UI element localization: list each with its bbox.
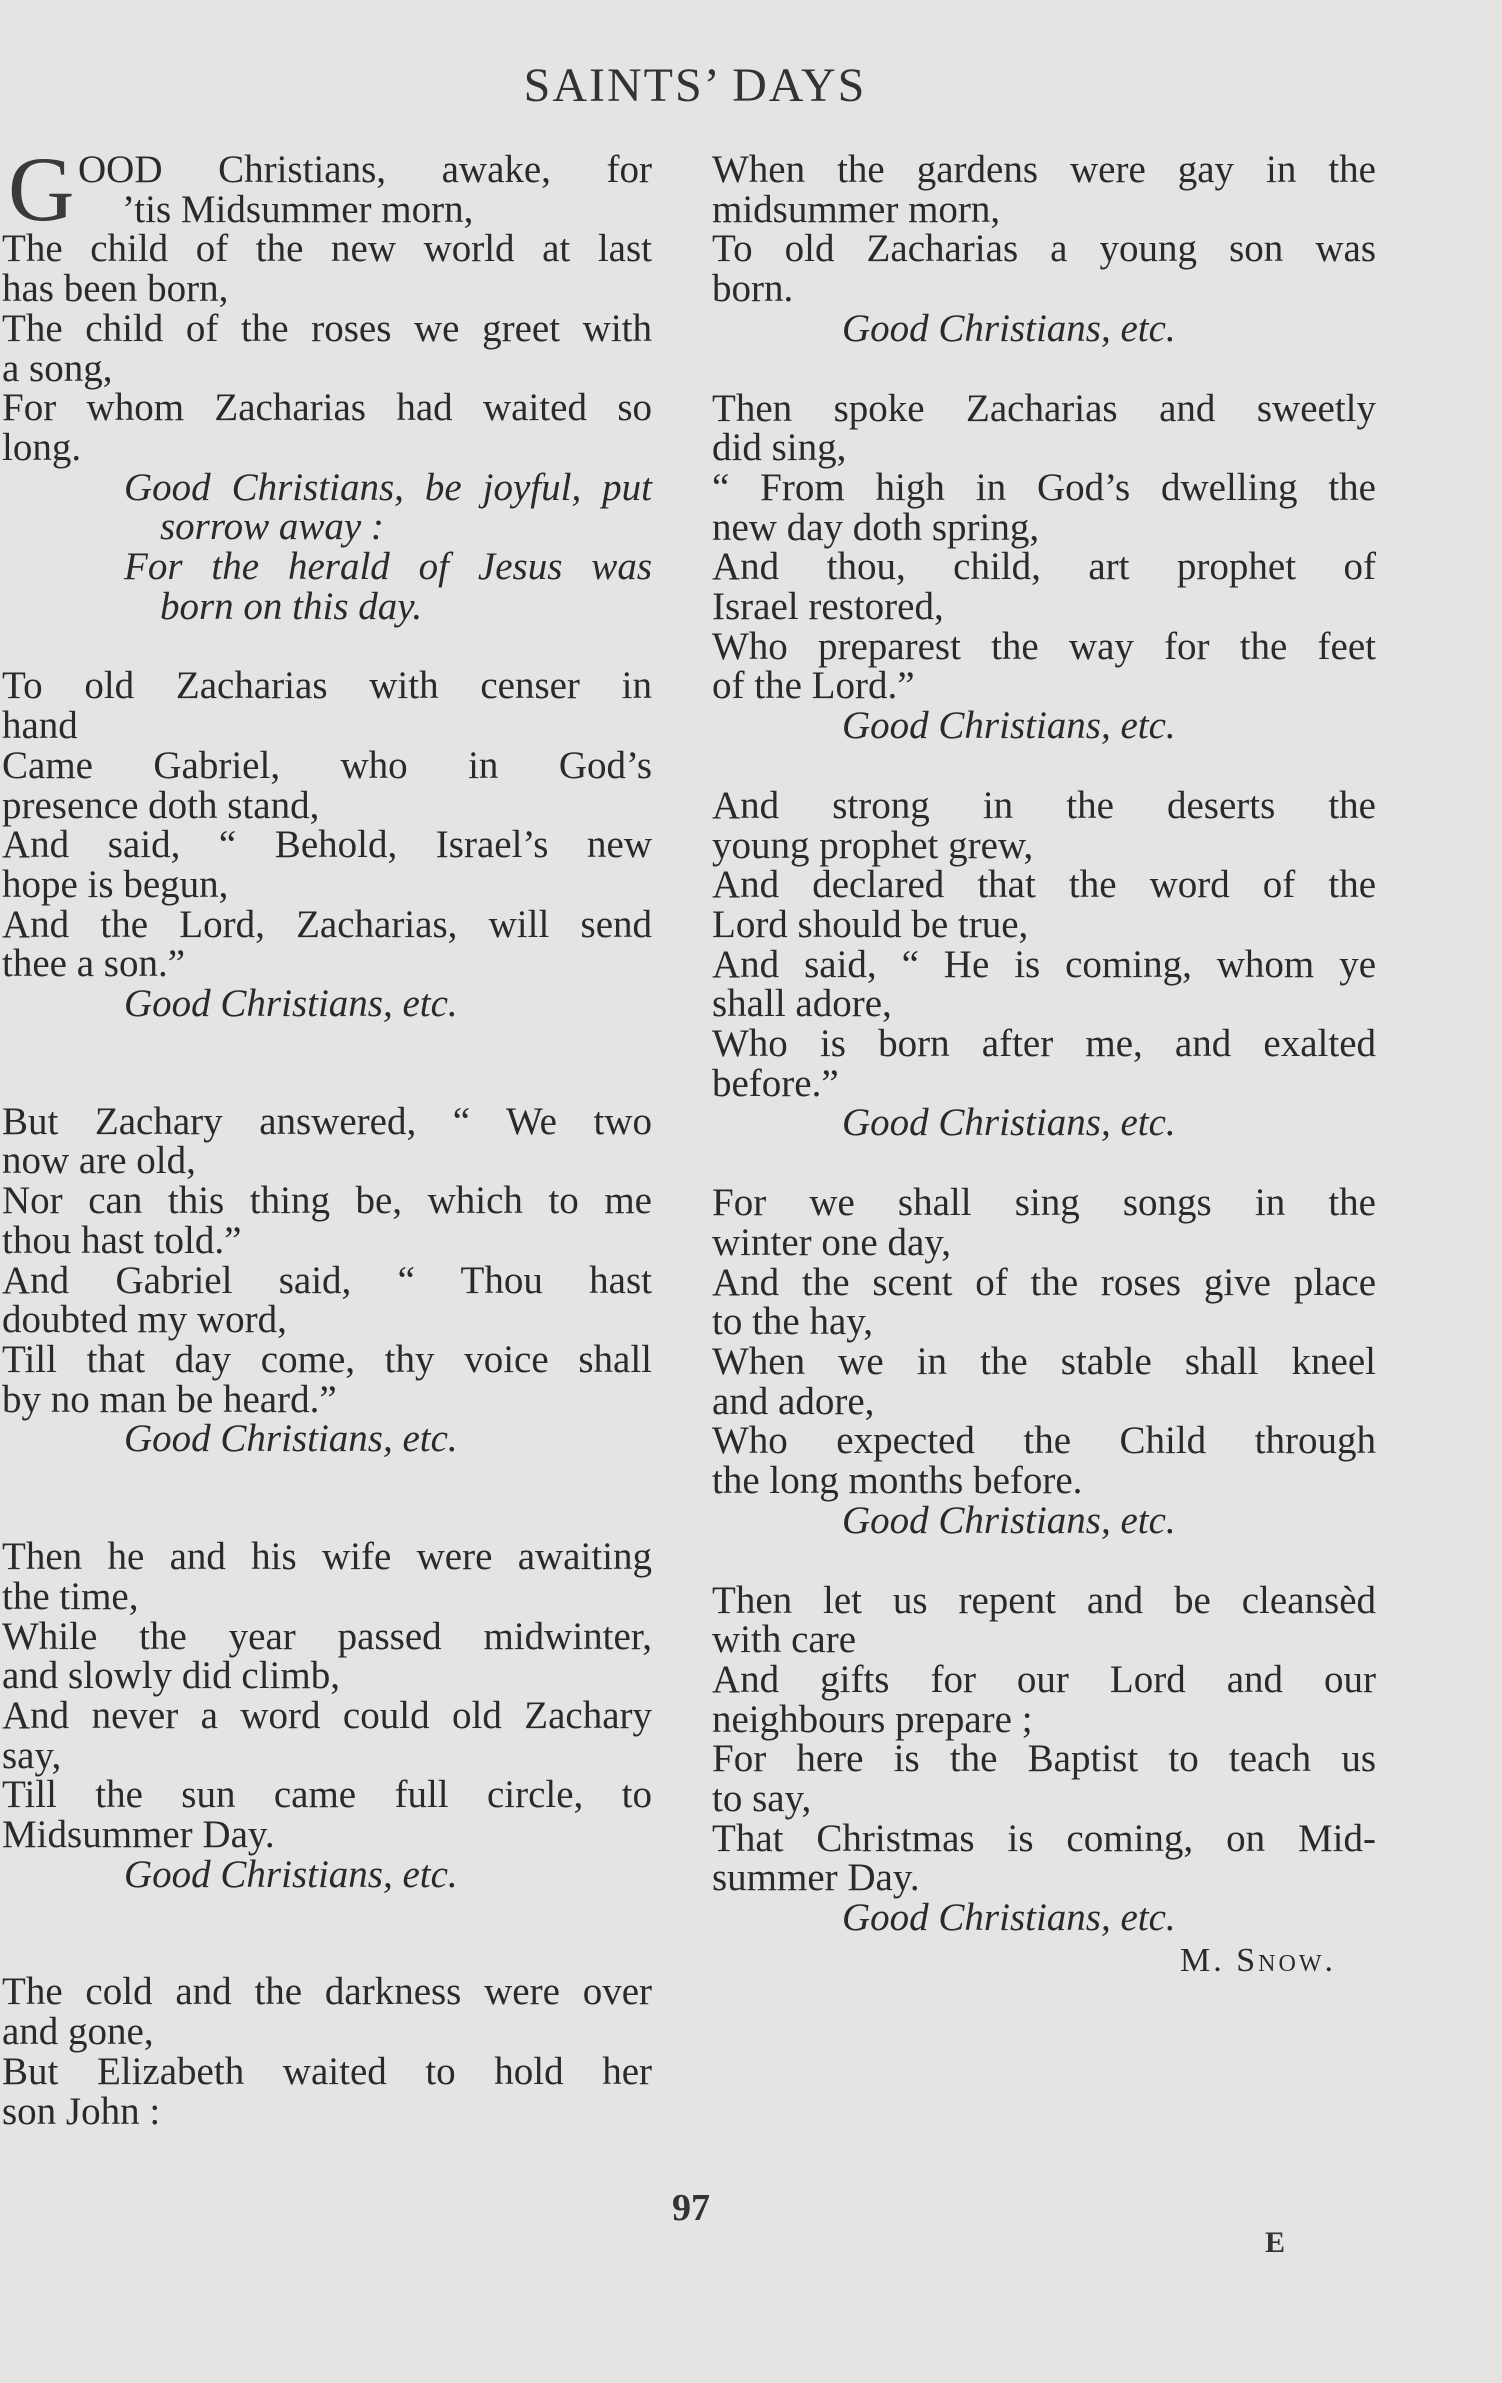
verse-line: Till that day come, thy voice shall — [2, 1337, 652, 1381]
verse-line: presence doth stand, — [2, 783, 320, 827]
verse-line: Midsummer Day. — [2, 1813, 275, 1857]
verse-line: the time, — [2, 1574, 139, 1618]
verse-line: before.” — [712, 1061, 839, 1105]
verse-line: thee a son.” — [2, 942, 186, 986]
verse-line: of the Lord.” — [712, 664, 915, 708]
refrain-line: Good Christians, etc. — [124, 982, 458, 1026]
author-attribution: M. Snow. — [1180, 1941, 1336, 1979]
verse-line: thou hast told.” — [2, 1218, 242, 1262]
verse-line: did sing, — [712, 426, 847, 470]
verse-line: born. — [712, 267, 794, 311]
verse-line: And said, “ He is coming, whom ye — [712, 942, 1376, 986]
refrain-line: Good Christians, be joyful, put — [124, 465, 652, 509]
verse-line: And never a word could old Zachary — [2, 1693, 652, 1737]
verse-line: Who is born after me, and exalted — [712, 1022, 1376, 1066]
verse-line: hope is begun, — [2, 862, 229, 906]
verse-line: Then let us repent and be cleansèd — [712, 1578, 1376, 1622]
verse-line: the long months before. — [712, 1459, 1083, 1503]
verse-line: And gifts for our Lord and our — [712, 1657, 1376, 1701]
refrain-line: Good Christians, etc. — [124, 1852, 458, 1896]
verse-line: The cold and the darkness were over — [2, 1970, 652, 2014]
verse-line: winter one day, — [712, 1220, 951, 1264]
verse-line: shall adore, — [712, 982, 892, 1026]
verse-line: new day doth spring, — [712, 505, 1040, 549]
verse-line: For whom Zacharias had waited so — [2, 386, 652, 430]
verse-line: a song, — [2, 346, 113, 390]
verse-line: When the gardens were gay in the — [712, 148, 1376, 191]
verse-line: To old Zacharias a young son was — [712, 227, 1376, 271]
verse-line: midsummer morn, — [712, 187, 1001, 231]
verse-line: has been born, — [2, 267, 229, 311]
verse-line: son John : — [2, 2089, 161, 2133]
verse-line: young prophet grew, — [712, 823, 1034, 867]
refrain-line: Good Christians, etc. — [842, 1896, 1176, 1940]
verse-line: While the year passed midwinter, — [2, 1614, 652, 1658]
verse-line: The child of the roses we greet with — [2, 306, 652, 350]
stanza — [2, 1099, 652, 1461]
verse-line: Who preparest the way for the feet — [712, 624, 1376, 668]
verse-line: to say, — [712, 1777, 812, 1821]
verse-line: And declared that the word of the — [712, 863, 1376, 907]
verse-line: and adore, — [712, 1379, 875, 1423]
refrain-line: Good Christians, etc. — [842, 1498, 1176, 1542]
verse-line: Nor can this thing be, which to me — [2, 1179, 652, 1223]
stanza — [712, 783, 1376, 1145]
verse-line: Till the sun came full circle, to — [2, 1773, 652, 1817]
verse-line: OOD Christians, awake, for — [78, 148, 652, 191]
verse-line: doubted my word, — [2, 1298, 287, 1342]
verse-line: say, — [2, 1733, 62, 1777]
refrain-line: born on this day. — [160, 584, 423, 628]
verse-line: And strong in the deserts the — [712, 783, 1376, 827]
verse-line: When we in the stable shall kneel — [712, 1339, 1376, 1383]
verse-line: neighbours prepare ; — [712, 1697, 1033, 1741]
verse-line: For here is the Baptist to teach us — [712, 1737, 1376, 1781]
verse-line: hand — [2, 704, 78, 748]
verse-line: and gone, — [2, 2010, 154, 2054]
verse-line: and slowly did climb, — [2, 1654, 340, 1698]
verse-line: The child of the new world at last — [2, 227, 652, 271]
verse-line: Lord should be true, — [712, 902, 1029, 946]
stanza — [2, 1537, 652, 1894]
verse-line: And said, “ Behold, Israel’s new — [2, 823, 652, 867]
refrain-line: Good Christians, etc. — [842, 306, 1176, 350]
verse-line: with care — [712, 1618, 857, 1662]
stanza — [2, 664, 652, 1026]
verse-line: That Christmas is coming, on Mid- — [712, 1816, 1376, 1860]
verse-line: ’tis Midsummer morn, — [122, 187, 474, 231]
page-title: SAINTS’ DAYS — [523, 59, 867, 112]
refrain-line: sorrow away : — [160, 505, 384, 549]
verse-line: Came Gabriel, who in God’s — [2, 743, 652, 787]
verse-line: But Elizabeth waited to hold her — [2, 2049, 652, 2093]
verse-line: For we shall sing songs in the — [712, 1181, 1376, 1225]
verse-line: And thou, child, art prophet of — [712, 545, 1376, 589]
stanza — [712, 1578, 1376, 1940]
verse-line: To old Zacharias with censer in — [2, 664, 652, 708]
verse-line: And Gabriel said, “ Thou hast — [2, 1258, 652, 1302]
stanza — [712, 386, 1376, 748]
poem-left-column — [2, 138, 652, 2133]
refrain-line: For the herald of Jesus was — [124, 545, 652, 589]
verse-line: Israel restored, — [712, 585, 944, 629]
verse-line: “ From high in God’s dwelling the — [712, 465, 1376, 509]
verse-line: Then he and his wife were awaiting — [2, 1535, 652, 1579]
refrain-line: Good Christians, etc. — [124, 1417, 458, 1461]
verse-line: Who expected the Child through — [712, 1419, 1376, 1463]
page-number: 97 — [672, 2187, 710, 2229]
stanza — [2, 150, 652, 626]
signature-mark: E — [1265, 2226, 1286, 2259]
verse-line: now are old, — [2, 1139, 196, 1183]
stanza — [712, 1183, 1376, 1540]
refrain-line: Good Christians, etc. — [842, 1101, 1176, 1145]
verse-line: Then spoke Zacharias and sweetly — [712, 386, 1376, 430]
drop-cap: G — [8, 138, 75, 240]
verse-line: to the hay, — [712, 1300, 874, 1344]
refrain-line: Good Christians, etc. — [842, 704, 1176, 748]
poem-right-column — [712, 150, 1376, 1980]
verse-line: But Zachary answered, “ We two — [2, 1099, 652, 1143]
verse-line: And the scent of the roses give place — [712, 1260, 1376, 1304]
stanza — [712, 150, 1376, 349]
stanza — [2, 1972, 652, 2131]
verse-line: summer Day. — [712, 1856, 920, 1900]
verse-line: And the Lord, Zacharias, will send — [2, 902, 652, 946]
verse-line: long. — [2, 425, 82, 469]
verse-line: by no man be heard.” — [2, 1377, 337, 1421]
